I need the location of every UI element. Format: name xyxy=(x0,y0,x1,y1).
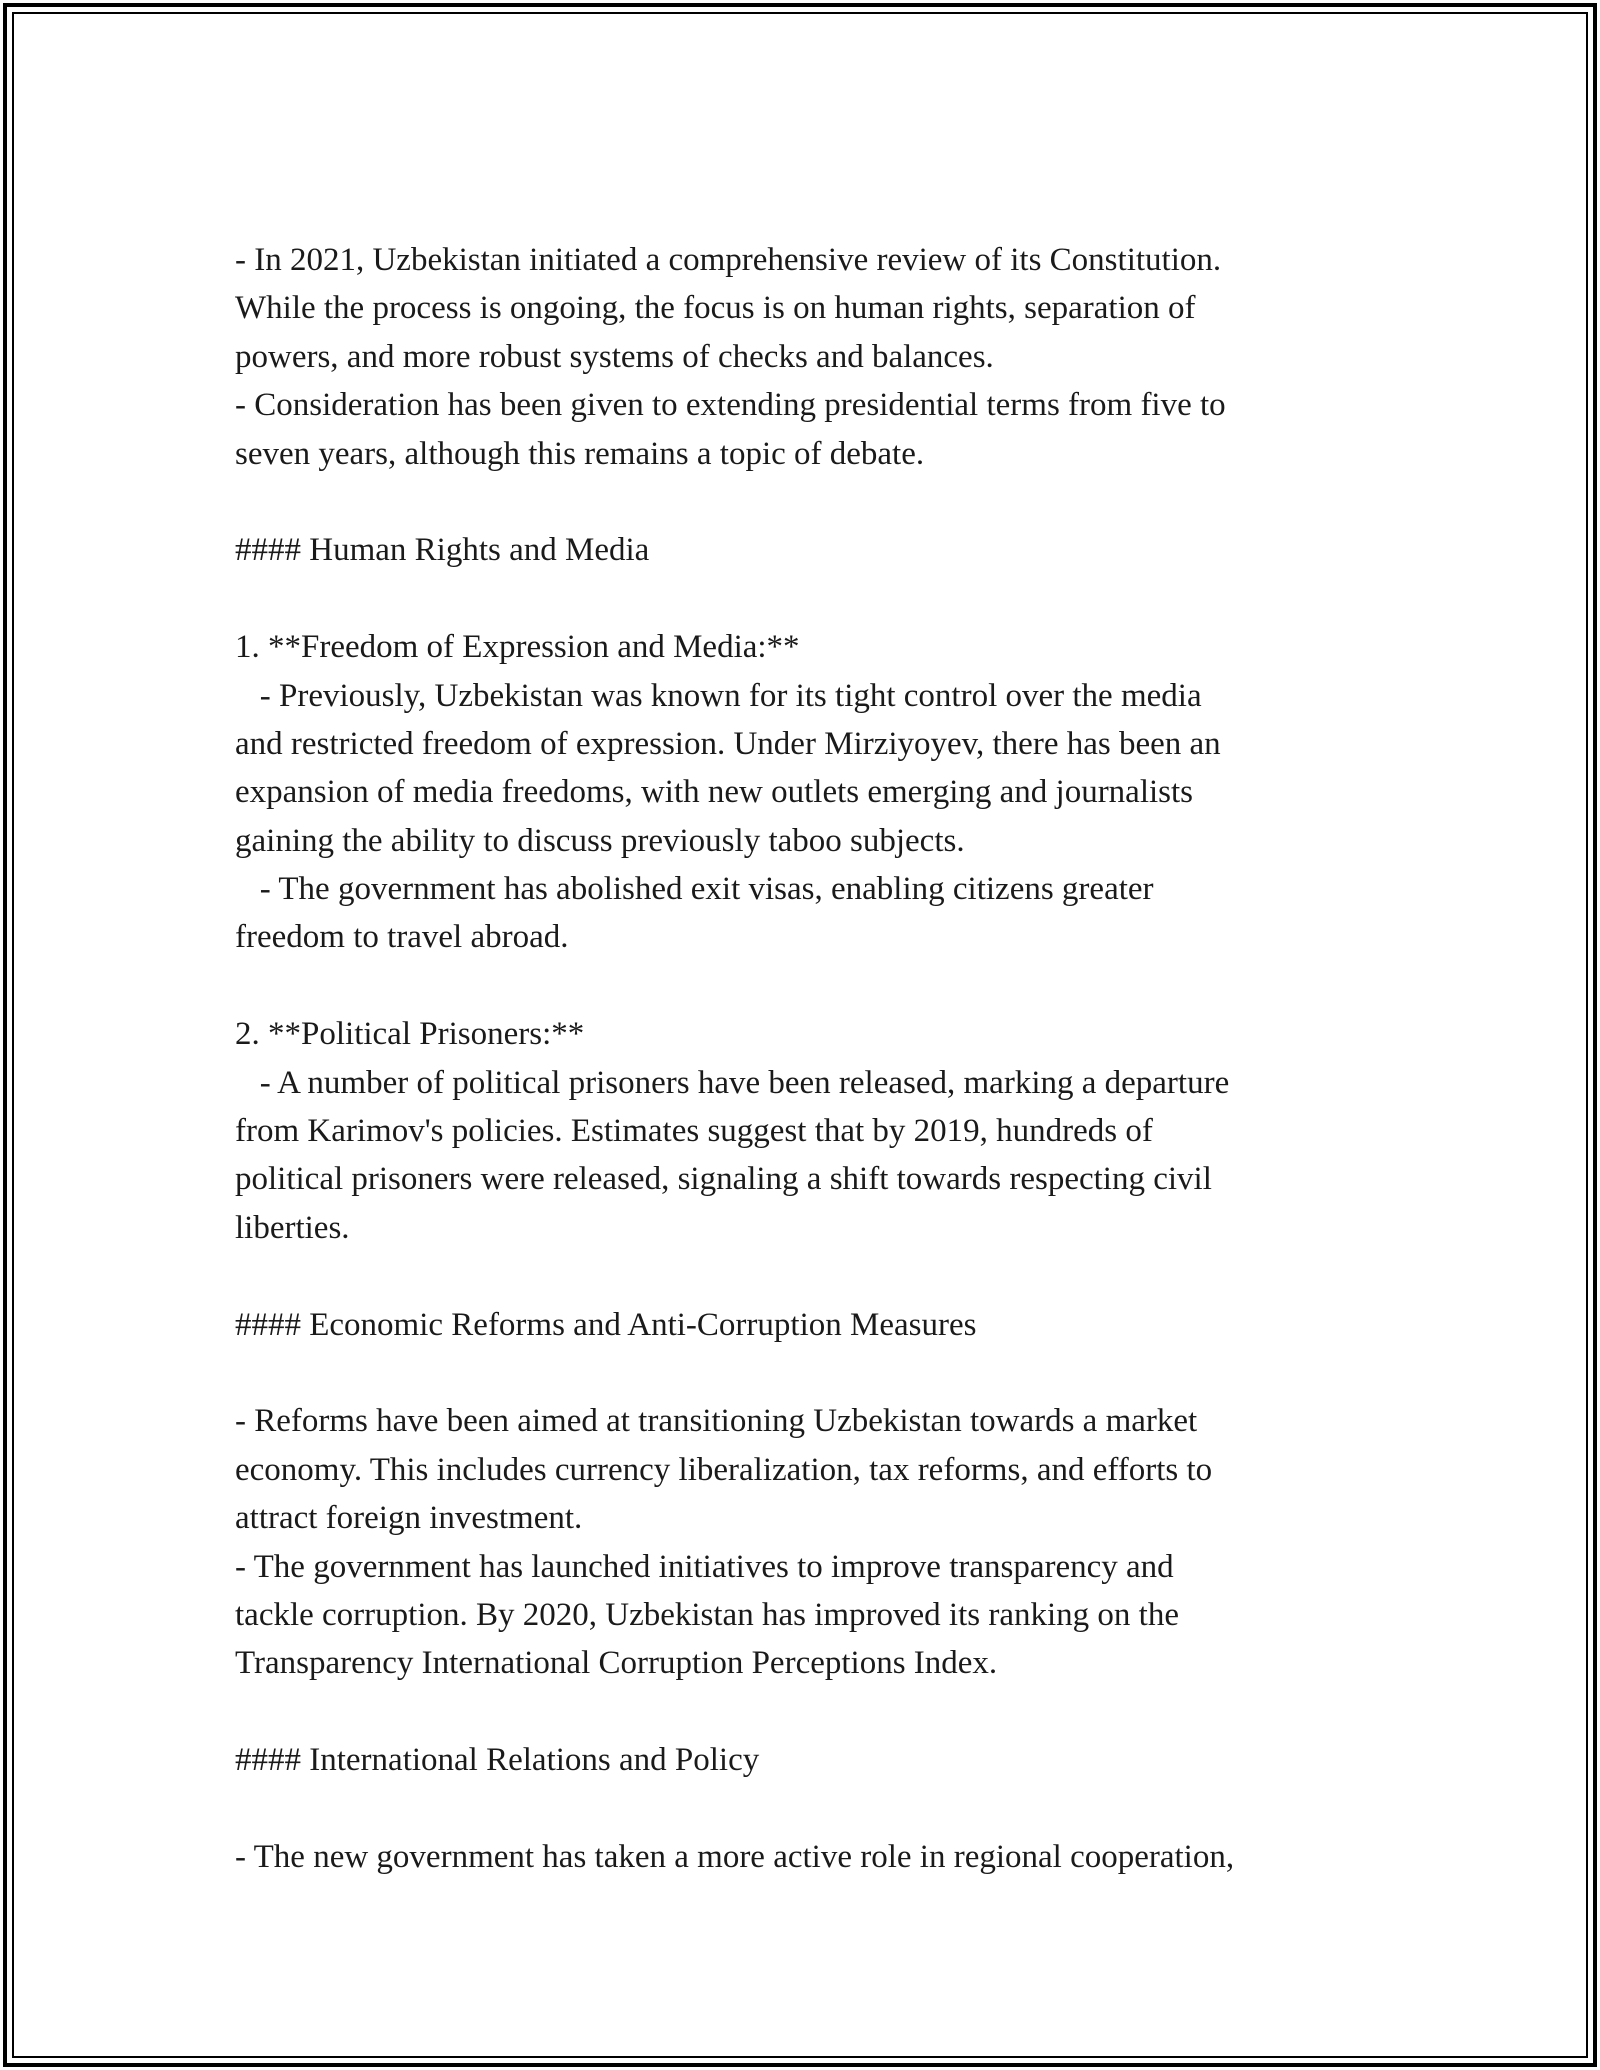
text-line: seven years, although this remains a topic of debate. xyxy=(235,435,925,472)
list-item-heading: 1. **Freedom of Expression and Media:** xyxy=(235,629,800,666)
text-line: political prisoners were released, signaling a shift towards respecting civil xyxy=(235,1161,1212,1198)
blank-line xyxy=(235,478,1365,526)
blank-line xyxy=(235,575,1365,623)
text-line: from Karimov's policies. Estimates suggest that by 2019, hundreds of xyxy=(235,1113,1153,1150)
text-line: While the process is ongoing, the focus is on human rights, separation of xyxy=(235,290,1196,327)
text-line: - Reforms have been aimed at transitioning Uzbekistan towards a market xyxy=(235,1403,1198,1440)
text-line: attract foreign investment. xyxy=(235,1500,583,1537)
text-line: - The government has abolished exit visas, enabling citizens greater xyxy=(235,871,1154,908)
text-line: and restricted freedom of expression. Under Mirziyoyev, there has been an xyxy=(235,725,1221,762)
section-heading: #### International Relations and Policy xyxy=(235,1742,760,1779)
text-line: freedom to travel abroad. xyxy=(235,919,569,956)
blank-line xyxy=(235,1252,1365,1300)
blank-line xyxy=(235,1688,1365,1736)
blank-line xyxy=(235,962,1365,1010)
text-line: - A number of political prisoners have been released, marking a departure xyxy=(235,1064,1230,1101)
list-item-heading: 2. **Political Prisoners:** xyxy=(235,1016,585,1053)
text-line: gaining the ability to discuss previously taboo subjects. xyxy=(235,822,965,859)
blank-line xyxy=(235,1785,1365,1833)
text-line: - The new government has taken a more active role in regional cooperation, xyxy=(235,1838,1235,1875)
document-body xyxy=(235,236,1365,1881)
text-line: - In 2021, Uzbekistan initiated a comprehensive review of its Constitution. xyxy=(235,242,1222,278)
text-line: - Previously, Uzbekistan was known for its tight control over the media xyxy=(235,677,1202,714)
text-line: powers, and more robust systems of checks and balances. xyxy=(235,338,994,375)
blank-line xyxy=(235,1349,1365,1397)
text-line: Transparency International Corruption Perceptions Index. xyxy=(235,1645,998,1682)
text-line: economy. This includes currency liberalization, tax reforms, and efforts to xyxy=(235,1451,1213,1488)
text-line: - The government has launched initiatives to improve transparency and xyxy=(235,1548,1174,1585)
text-line: liberties. xyxy=(235,1209,350,1246)
section-heading: #### Economic Reforms and Anti-Corruption Measures xyxy=(235,1306,977,1343)
section-heading: #### Human Rights and Media xyxy=(235,532,650,569)
text-line: - Consideration has been given to extending presidential terms from five to xyxy=(235,387,1226,424)
text-line: expansion of media freedoms, with new outlets emerging and journalists xyxy=(235,774,1194,811)
text-line: tackle corruption. By 2020, Uzbekistan has improved its ranking on the xyxy=(235,1596,1179,1633)
